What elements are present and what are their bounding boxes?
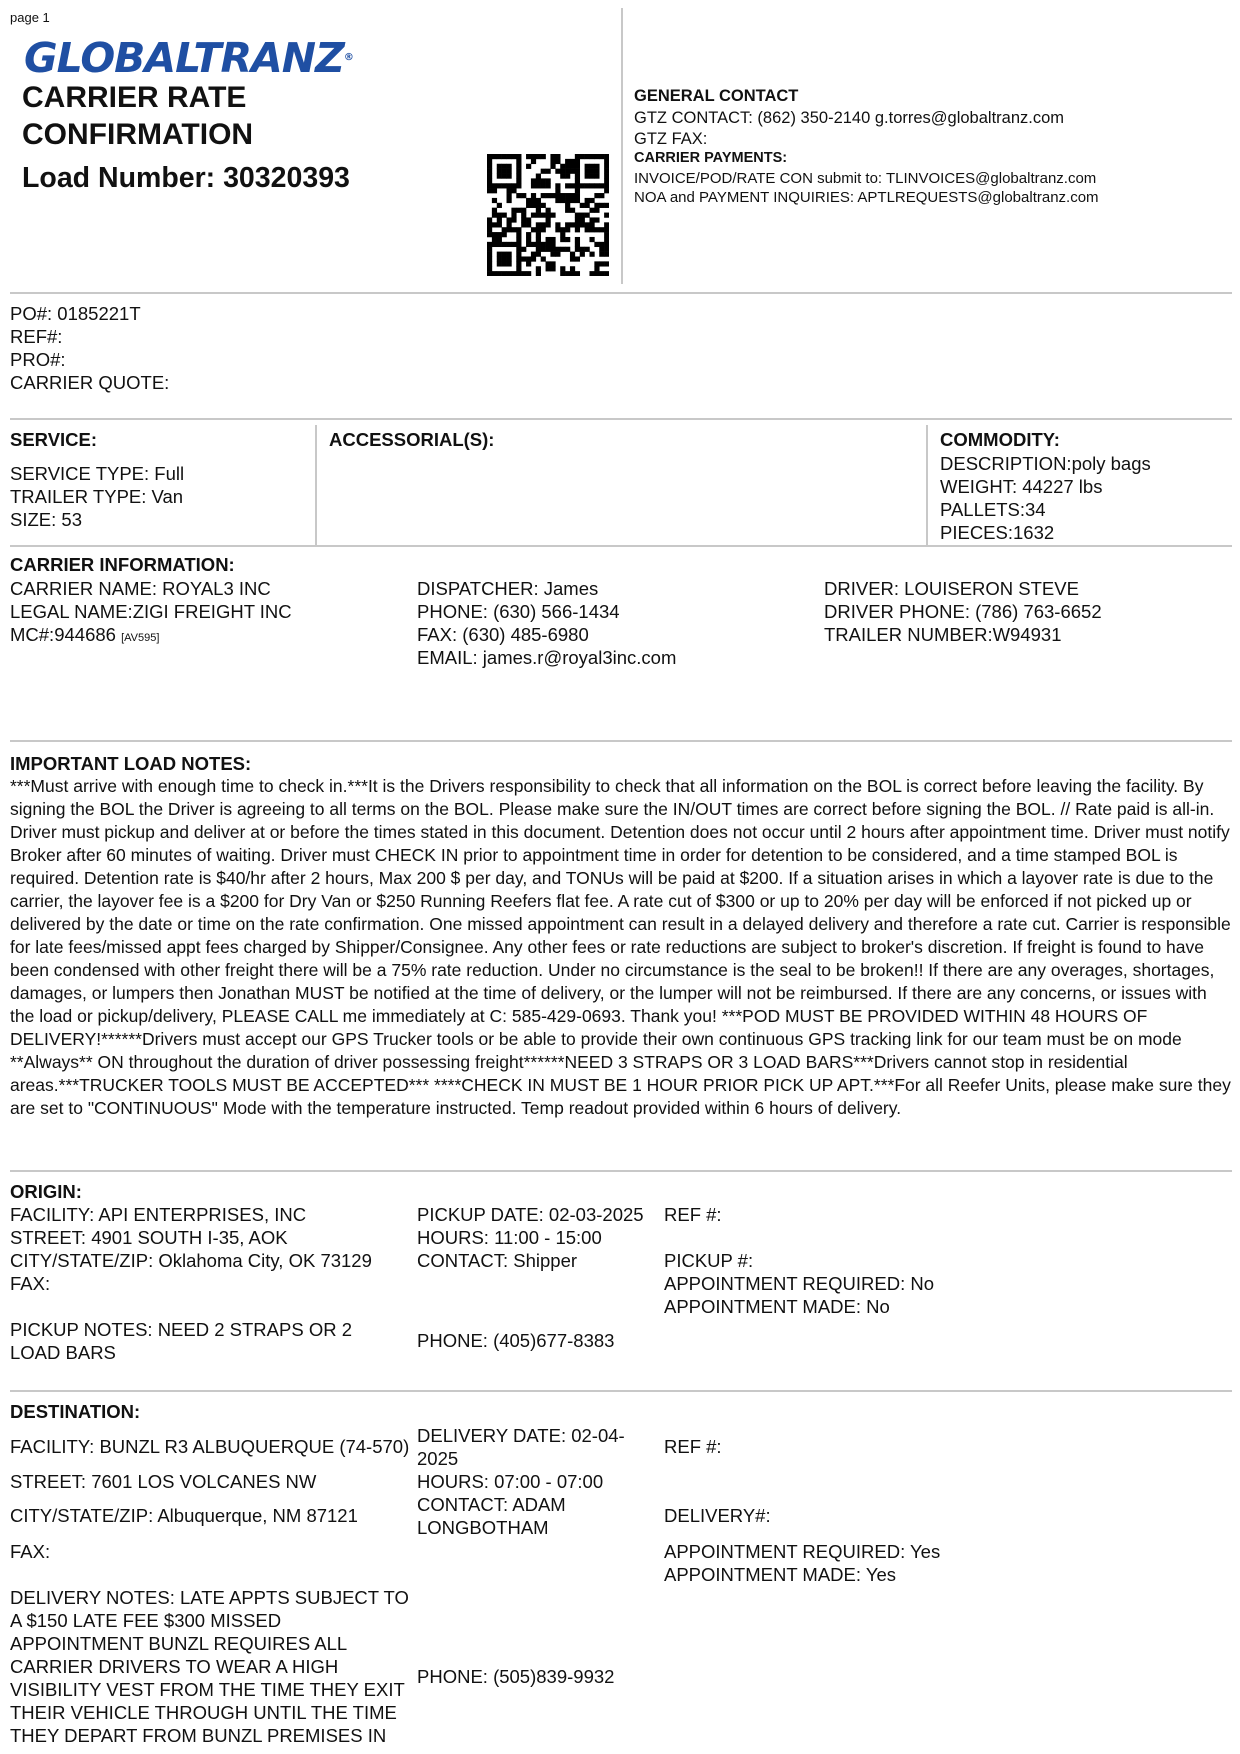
commodity-pallets: PALLETS:34: [940, 499, 1046, 520]
delivery-appt-required: APPOINTMENT REQUIRED: Yes: [664, 1541, 941, 1562]
service-heading: SERVICE:: [10, 429, 98, 450]
registered-mark: ®: [343, 52, 353, 63]
general-contact-heading: GENERAL CONTACT: [634, 87, 799, 105]
delivery-notes: DELIVERY NOTES: LATE APPTS SUBJECT TO A $150 LATE FEE $300 MISSED APPOINTMENT BUNZL REQUIRES ALL CARRIER DRIVERS TO WEAR A HIGH VISIBILITY VEST FROM THE TIME THEY EXIT THEIR VEHICLE THROUGH UNTIL THE TIME THEY DEPART FROM BUNZL PREMISES IN: [10, 1587, 409, 1746]
pickup-date: PICKUP DATE: 02-03-2025: [417, 1204, 644, 1225]
divider: [10, 740, 1232, 742]
legal-name: LEGAL NAME:ZIGI FREIGHT INC: [10, 601, 292, 622]
load-number: Load Number: 30320393: [22, 162, 350, 194]
origin-facility: FACILITY: API ENTERPRISES, INC: [10, 1204, 307, 1225]
po-number: PO#: 0185221T: [10, 303, 141, 324]
destination-city: CITY/STATE/ZIP: Albuquerque, NM 87121: [10, 1505, 358, 1526]
pickup-appt-required: APPOINTMENT REQUIRED: No: [664, 1273, 935, 1294]
dispatcher-phone: PHONE: (630) 566-1434: [417, 601, 620, 622]
delivery-hours: HOURS: 07:00 - 07:00: [417, 1471, 604, 1492]
delivery-date: DELIVERY DATE: 02-04-2025: [417, 1425, 625, 1469]
origin-heading: ORIGIN:: [10, 1181, 82, 1202]
noa-inquiries-line: NOA and PAYMENT INQUIRIES: APTLREQUESTS@globaltranz.com: [634, 189, 1099, 206]
carrier-quote: CARRIER QUOTE:: [10, 372, 170, 393]
origin-city: CITY/STATE/ZIP: Oklahoma City, OK 73129: [10, 1250, 372, 1271]
trailer-number: TRAILER NUMBER:W94931: [824, 624, 1062, 645]
gtz-contact: GTZ CONTACT: (862) 350-2140 g.torres@globaltranz.com: [634, 109, 1065, 127]
divider: [10, 1170, 1232, 1172]
commodity-pieces: PIECES:1632: [940, 522, 1055, 543]
service-type: SERVICE TYPE: Full: [10, 463, 185, 484]
header-divider: [621, 8, 623, 284]
divider: [10, 1390, 1232, 1392]
carrier-name: CARRIER NAME: ROYAL3 INC: [10, 578, 271, 599]
commodity-description: DESCRIPTION:poly bags: [940, 453, 1151, 474]
delivery-phone: PHONE: (505)839-9932: [417, 1666, 615, 1687]
pro-number: PRO#:: [10, 349, 66, 370]
invoice-submit-line: INVOICE/POD/RATE CON submit to: TLINVOICES@globaltranz.com: [634, 170, 1097, 187]
globaltranz-logo: [24, 36, 353, 80]
origin-ref: REF #:: [664, 1204, 722, 1225]
pickup-contact: CONTACT: Shipper: [417, 1250, 578, 1271]
origin-street: STREET: 4901 SOUTH I-35, AOK: [10, 1227, 288, 1248]
pickup-hours: HOURS: 11:00 - 15:00: [417, 1227, 602, 1248]
dispatcher-email[interactable]: EMAIL: james.r@royal3inc.com: [417, 647, 677, 668]
load-notes-heading: IMPORTANT LOAD NOTES:: [10, 753, 252, 774]
page-number: page 1: [10, 10, 50, 25]
logo-text: GLOBALTRANZ: [24, 34, 344, 82]
trailer-size: SIZE: 53: [10, 509, 82, 530]
destination-fax: FAX:: [10, 1541, 51, 1562]
delivery-number: DELIVERY#:: [664, 1505, 771, 1526]
driver-phone: DRIVER PHONE: (786) 763-6652: [824, 601, 1102, 622]
origin-fax: FAX:: [10, 1273, 51, 1294]
pickup-appt-made: APPOINTMENT MADE: No: [664, 1296, 890, 1317]
mc-number: [10, 623, 159, 650]
divider: [10, 292, 1232, 294]
pickup-phone: PHONE: (405)677-8383: [417, 1330, 615, 1351]
load-notes-text: ***Must arrive with enough time to check in.***It is the Drivers responsibility to check that all information on the BOL is correct before leaving the facility. By signing the BOL the Driver is agreeing to all terms on the BOL. Please make sure the IN/OUT times are correct before signing the BOL. // Rate paid is all-in. Driver must pickup and deliver at or before the times stated in this document. Detention does not occur until 2 hours after appointment time. Driver must notify Broker after 60 minutes of waiting. Driver must CHECK IN prior to appointment time in order for detention to be considered, and a time stamped BOL is required. Detention rate is $40/hr after 2 hours, Max 200 $ per day, and TONUs will be paid at $200. If a situation arises in which a layover rate is due to the carrier, the layover fee is a $200 for Dry Van or $250 Running Reefers flat fee. A rate cut of $300 or up to 20% per day will be enforced if not picked up or delivered by the date or time on the rate confirmation. One missed appointment can result in a delayed delivery and therefore a rate cut. Carrier is responsible for late fees/missed appt fees charged by Shipper/Consignee. Any other fees or rate reductions are subject to broker's discretion. If freight is found to have been condensed with other freight there will be a 75% rate reduction. Under no circumstance is the seal to be broken!! If there are any overages, shortages, damages, or lumpers then Jonathan MUST be notified at the time of delivery, or the lumper will not be reimbursed. If there are any concerns, or issues with the load or pickup/delivery, PLEASE CALL me immediately at C: 585-429-0693. Thank you! ***POD MUST BE PROVIDED WITHIN 48 HOURS OF DELIVERY!******Drivers must accept our GPS Trucker tools or be able to provide their own continuous GPS tracking link for our team must be on mode **Always** ON throughout the duration of driver possessing freight******NEED 3 STRAPS OR 3 LOAD BARS***Drivers cannot stop in residential areas.***TRUCKER TOOLS MUST BE ACCEPTED*** ****CHECK IN MUST BE 1 HOUR PRIOR PICK UP APT.***For all Reefer Units, please make sure they are set to "CONTINUOUS" Mode with the temperature instructed. Temp readout provided within 6 hours of delivery.: [10, 776, 1231, 1118]
dispatcher-fax: FAX: (630) 485-6980: [417, 624, 589, 645]
carrier-payments-heading: CARRIER PAYMENTS:: [634, 150, 788, 166]
column-divider: [315, 425, 317, 545]
dispatcher: DISPATCHER: James: [417, 578, 599, 599]
destination-heading: DESTINATION:: [10, 1401, 141, 1422]
doc-title-line2: CONFIRMATION: [22, 118, 254, 151]
column-divider: [926, 425, 928, 545]
carrier-info-heading: CARRIER INFORMATION:: [10, 554, 235, 575]
gtz-fax: GTZ FAX:: [634, 130, 708, 148]
ref-number: REF#:: [10, 326, 63, 347]
pickup-notes: PICKUP NOTES: NEED 2 STRAPS OR 2 LOAD BARS: [10, 1319, 352, 1363]
mc-code: [AV595]: [121, 632, 160, 644]
qr-code: [487, 154, 609, 276]
commodity-weight: WEIGHT: 44227 lbs: [940, 476, 1103, 497]
destination-ref: REF #:: [664, 1436, 722, 1457]
doc-title-line1: CARRIER RATE: [22, 81, 247, 114]
commodity-heading: COMMODITY:: [940, 429, 1060, 450]
divider: [10, 545, 1232, 547]
divider: [10, 418, 1232, 420]
delivery-appt-made: APPOINTMENT MADE: Yes: [664, 1564, 896, 1585]
delivery-contact: CONTACT: ADAM LONGBOTHAM: [417, 1494, 566, 1538]
accessorials-heading: ACCESSORIAL(S):: [329, 429, 495, 450]
mc-number-value: MC#:944686: [10, 624, 116, 645]
pickup-number: PICKUP #:: [664, 1250, 754, 1271]
destination-facility: FACILITY: BUNZL R3 ALBUQUERQUE (74-570): [10, 1436, 410, 1457]
trailer-type: TRAILER TYPE: Van: [10, 486, 184, 507]
destination-street: STREET: 7601 LOS VOLCANES NW: [10, 1471, 317, 1492]
driver-name: DRIVER: LOUISERON STEVE: [824, 578, 1079, 599]
